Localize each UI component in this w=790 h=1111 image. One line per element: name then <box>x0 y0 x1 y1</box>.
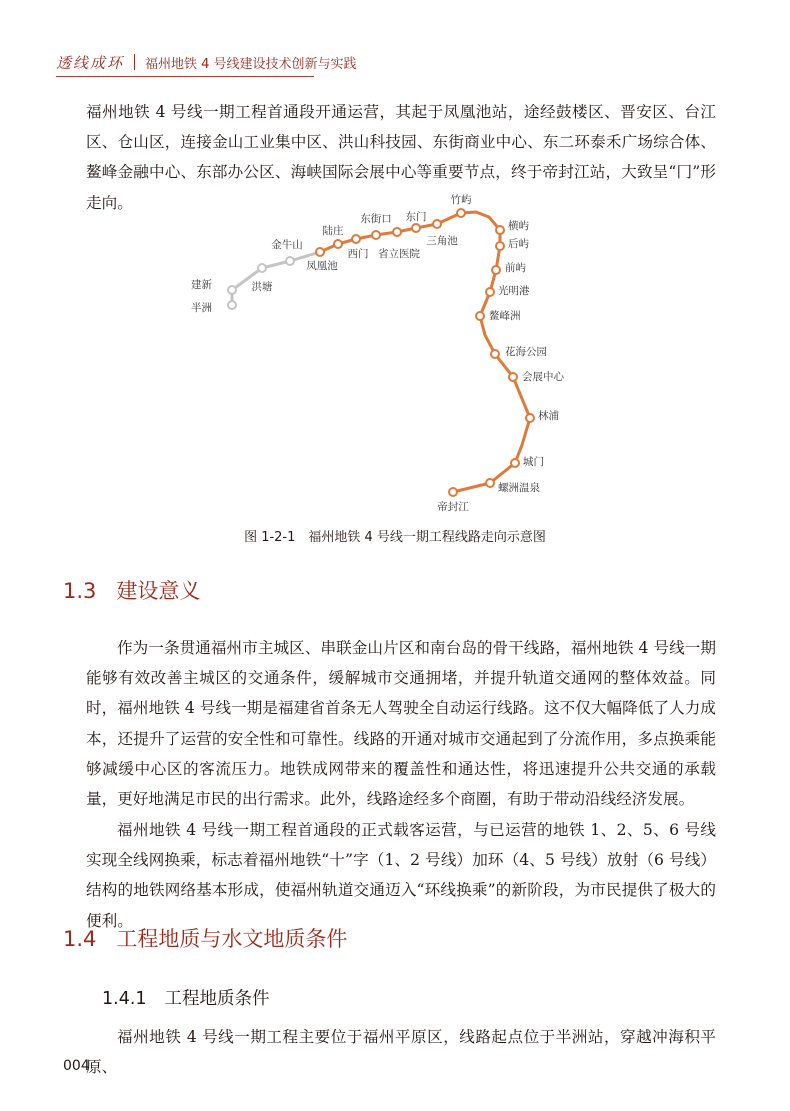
body-paragraph-3: 福州地铁 4 号线一期工程主要位于福州平原区，线路起点位于半洲站，穿越冲海积平原、 <box>86 1028 716 1077</box>
active-station-5-marker <box>412 224 420 232</box>
inactive-station-0-marker <box>228 301 236 309</box>
active-station-15-label: 林浦 <box>538 410 559 422</box>
body-paragraph-1: 作为一条贯通福州市主城区、串联金山片区和南台岛的骨干线路，福州地铁 4 号线一期能够有效改善主城区的交通条件，缓解城市交通拥堵，并提升轨道交通网的整体效益。同时，福州地铁 4 号线一期是福建省首条无人驾驶全自动运行线路。这不仅大幅降低了人力成本，还提升了运营的安全性和可靠性。线路的开通对城市交通起到了分流作用，多点换乘能够减缓中心区的客流压力。地铁成网带来的覆盖性和通达性，将迅速提升公共交通的承载量，更好地满足市民的出行需求。此外，线路途经多个商圈，有助于带动沿线经济发展。 <box>86 639 716 809</box>
active-station-1-marker <box>334 240 342 248</box>
active-station-9-marker <box>496 242 504 250</box>
active-station-14-marker <box>509 373 517 381</box>
active-station-3-marker <box>372 231 380 239</box>
inactive-station-3-marker <box>286 257 294 265</box>
active-station-4-label: 省立医院 <box>378 248 420 260</box>
figure-caption: 图 1-2-1 福州地铁 4 号线一期工程线路走向示意图 <box>244 530 546 545</box>
running-header-brand: 透线成环 <box>56 53 125 72</box>
active-station-8-marker <box>496 226 504 234</box>
active-station-10-label: 前屿 <box>505 262 526 274</box>
active-station-12-marker <box>476 312 484 320</box>
active-station-15-marker <box>526 414 534 422</box>
inactive-station-1-marker <box>228 286 236 294</box>
subsection-title: 工程地质条件 <box>164 989 270 1009</box>
active-station-9-label: 后屿 <box>508 238 529 250</box>
running-header-title: 福州地铁 4 号线建设技术创新与实践 <box>145 56 357 72</box>
section-heading-1-3 <box>63 575 200 605</box>
active-station-4-marker <box>393 228 401 236</box>
active-station-16-marker <box>511 459 519 467</box>
inactive-station-2-label: 洪塘 <box>251 281 273 293</box>
active-station-7-label: 竹屿 <box>450 194 472 206</box>
active-station-6-marker <box>433 220 441 228</box>
active-station-17-label: 螺洲温泉 <box>498 482 540 494</box>
active-station-5-label: 东门 <box>405 211 427 223</box>
section-title: 建设意义 <box>116 579 201 603</box>
active-station-2-marker <box>352 235 360 243</box>
active-station-11-marker <box>486 288 494 296</box>
section-number: 1.3 <box>63 579 97 603</box>
active-station-2-label: 西门 <box>347 248 369 260</box>
active-station-17-marker <box>486 479 494 487</box>
intro-paragraph: 福州地铁 4 号线一期工程首通段开通运营，其起于凤凰池站，途经鼓楼区、晋安区、台江区、仓山区，连接金山工业集中区、洪山科技园、东街商业中心、东二环泰禾广场综合体、鳌峰金融中心、东部办公区、海峡国际会展中心等重要节点，终于帝封江站，大致呈“冂”形走向。 <box>86 103 716 212</box>
active-station-10-marker <box>492 266 500 274</box>
active-station-18-label: 帝封江 <box>437 501 469 513</box>
inactive-station-0-label: 半洲 <box>191 302 212 314</box>
active-station-6-label: 三角池 <box>426 235 458 247</box>
active-station-0-marker <box>316 248 324 256</box>
section-title: 工程地质与水文地质条件 <box>116 927 348 951</box>
inactive-station-3-label: 金牛山 <box>271 239 303 251</box>
body-paragraph-2: 福州地铁 4 号线一期工程首通段的正式载客运营，与已运营的地铁 1、2、5、6 号线实现全线网换乘，标志着福州地铁“十”字（1、2 号线）加环（4、5 号线）放射（6 号线）结构的地铁网络基本形成，使福州轨道交通迈入“环线换乘”的新阶段，为市民提供了极大的便利。 <box>86 821 716 930</box>
metro-line-map <box>0 0 790 520</box>
active-station-18-marker <box>449 488 457 496</box>
active-station-12-label: 鳌峰洲 <box>489 310 521 322</box>
active-station-13-marker <box>491 350 499 358</box>
inactive-station-1-label: 建新 <box>191 279 212 291</box>
active-station-1-label: 陆庄 <box>322 225 344 237</box>
active-station-3-label: 东街口 <box>360 213 392 225</box>
active-station-16-label: 城门 <box>523 456 544 468</box>
inactive-station-2-marker <box>258 264 266 272</box>
active-station-11-label: 光明港 <box>498 285 530 297</box>
active-station-0-label: 凤凰池 <box>306 260 338 272</box>
active-station-8-label: 横屿 <box>508 220 529 232</box>
active-station-7-marker <box>457 209 465 217</box>
active-station-13-label: 花海公园 <box>505 346 547 358</box>
active-station-14-label: 会展中心 <box>522 371 564 383</box>
section-number: 1.4 <box>63 927 97 951</box>
page-number: 004 <box>63 1058 90 1074</box>
subsection-number: 1.4.1 <box>102 989 147 1009</box>
subsection-heading-1-4-1 <box>102 985 270 1010</box>
section-heading-1-4 <box>63 923 347 953</box>
